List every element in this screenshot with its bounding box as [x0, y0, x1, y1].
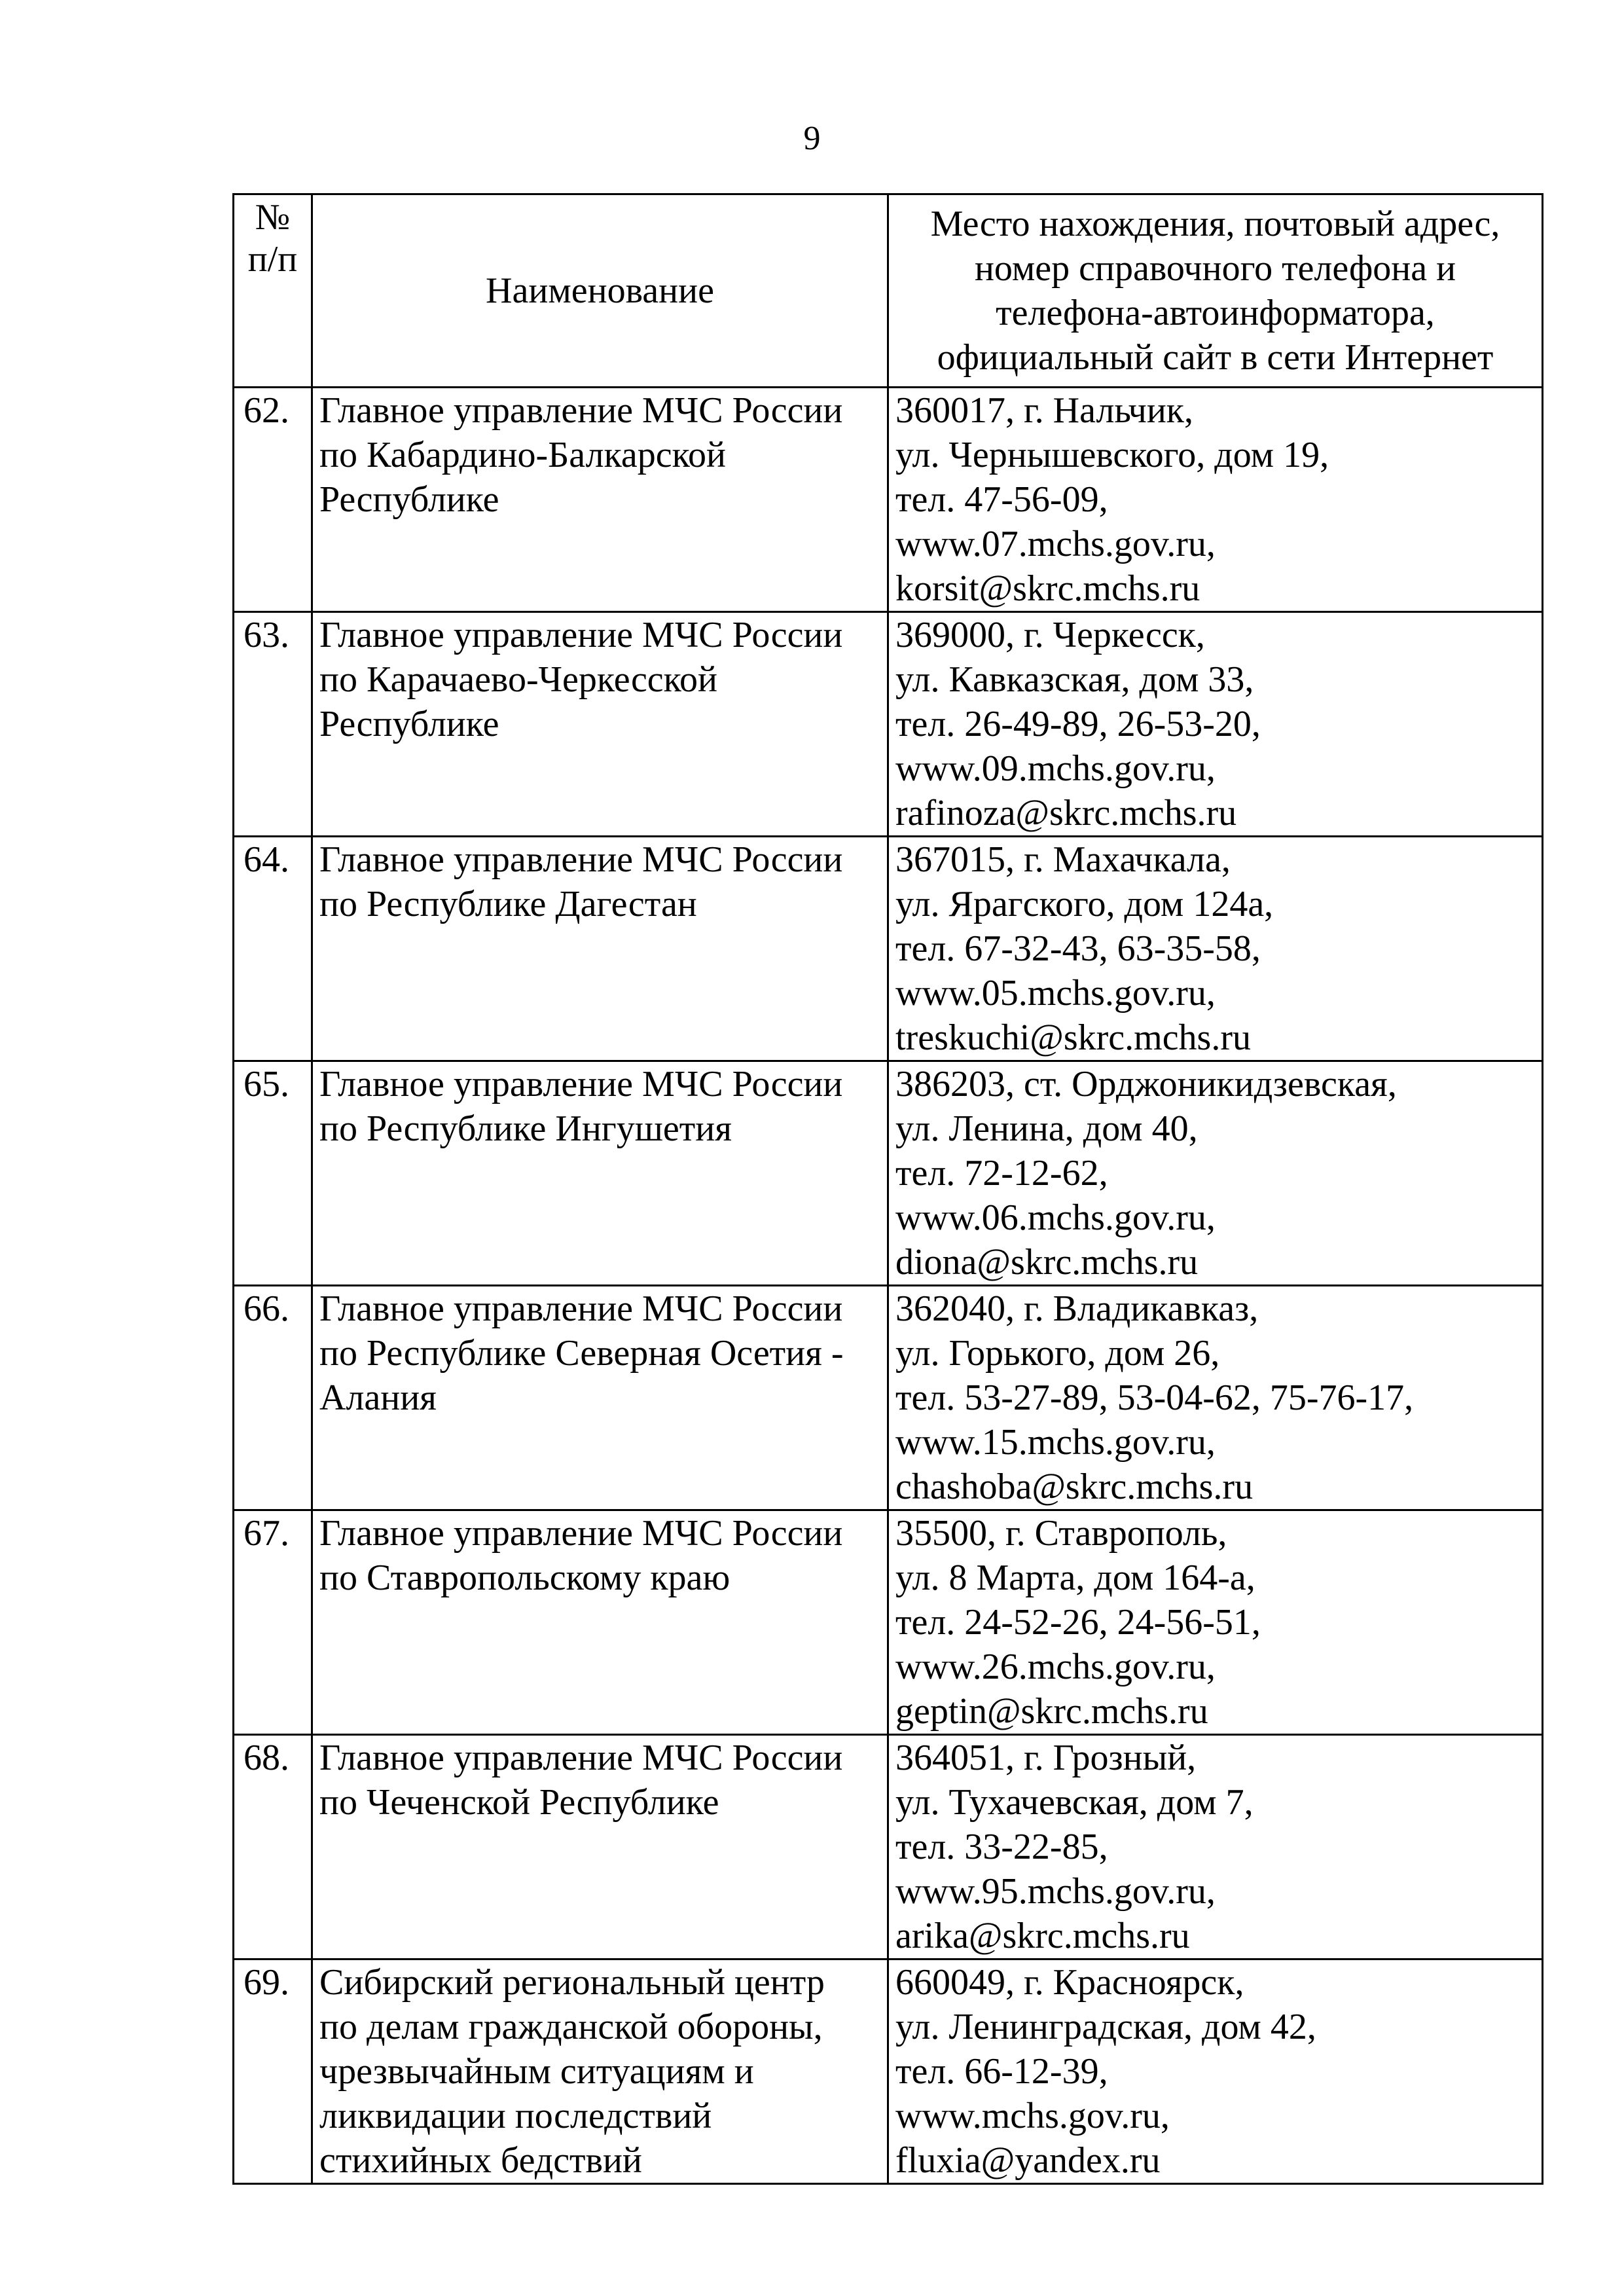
table-body: [234, 388, 1543, 2184]
row-address-line: 35500, г. Ставрополь,: [895, 1513, 1227, 1554]
row-address: [888, 1735, 1543, 1959]
row-address-line: 364051, г. Грозный,: [895, 1738, 1197, 1778]
table-row: [234, 388, 1543, 612]
directory-table: [232, 193, 1543, 2185]
page-number: 9: [803, 120, 821, 157]
row-address-line: тел. 33-22-85,: [895, 1827, 1108, 1867]
row-name-line: Сибирский региональный центр: [319, 1962, 825, 2003]
row-number: 67.: [234, 1510, 312, 1735]
row-address-line: тел. 47-56-09,: [895, 479, 1108, 520]
row-name-line: ликвидации последствий: [319, 2096, 712, 2136]
row-address-line: www.09.mchs.gov.ru,: [895, 748, 1216, 789]
row-address-line: 360017, г. Нальчик,: [895, 390, 1193, 431]
table-row: [234, 612, 1543, 837]
header-address-line: официальный сайт в сети Интернет: [937, 337, 1494, 378]
row-address-line: www.26.mchs.gov.ru,: [895, 1647, 1216, 1687]
row-address-line: 386203, ст. Орджоникидзевская,: [895, 1064, 1397, 1104]
row-address-line: ул. Ленинградская, дом 42,: [895, 2007, 1316, 2047]
row-name-line: стихийных бедствий: [319, 2140, 642, 2181]
row-address-line: тел. 53-27-89, 53-04-62, 75-76-17,: [895, 1377, 1414, 1418]
row-name-line: по Ставропольскому краю: [319, 1558, 731, 1598]
row-address-line: ул. Тухачевская, дом 7,: [895, 1782, 1254, 1823]
row-name-line: чрезвычайным ситуациям и: [319, 2051, 754, 2092]
row-name-line: по Республике Ингушетия: [319, 1108, 732, 1149]
row-name-line: Республике: [319, 479, 499, 520]
header-address-line: Место нахождения, почтовый адрес,: [930, 204, 1500, 244]
header-number: [234, 194, 312, 388]
row-name: [312, 1061, 888, 1286]
row-address-line: www.05.mchs.gov.ru,: [895, 973, 1216, 1013]
row-name-line: Главное управление МЧС России: [319, 390, 843, 431]
header-address: [888, 194, 1543, 388]
row-address: [888, 1510, 1543, 1735]
row-address-line: chashoba@skrc.mchs.ru: [895, 1467, 1254, 1507]
row-address-line: 367015, г. Махачкала,: [895, 839, 1231, 880]
table-row: [234, 1735, 1543, 1959]
row-address-line: ул. Ленина, дом 40,: [895, 1108, 1198, 1149]
row-address-line: 362040, г. Владикавказ,: [895, 1288, 1259, 1329]
row-name: [312, 1959, 888, 2184]
row-address: [888, 1061, 1543, 1286]
row-name: [312, 612, 888, 837]
row-name-line: Главное управление МЧС России: [319, 615, 843, 655]
table-row: [234, 1286, 1543, 1510]
row-name-line: по Чеченской Республике: [319, 1782, 719, 1823]
row-name-line: по Республике Дагестан: [319, 884, 697, 924]
row-address-line: korsit@skrc.mchs.ru: [895, 568, 1200, 609]
row-address-line: ул. Чернышевского, дом 19,: [895, 435, 1329, 475]
row-address: [888, 1286, 1543, 1510]
row-name-line: по Карачаево-Черкесской: [319, 659, 717, 700]
row-address-line: тел. 24-52-26, 24-56-51,: [895, 1602, 1261, 1643]
row-address: [888, 1959, 1543, 2184]
row-address-line: ул. 8 Марта, дом 164-а,: [895, 1558, 1255, 1598]
row-number: 63.: [234, 612, 312, 837]
header-number-line: №: [255, 197, 291, 238]
row-address-line: ул. Ярагского, дом 124а,: [895, 884, 1274, 924]
row-name: [312, 1735, 888, 1959]
row-number: 66.: [234, 1286, 312, 1510]
row-name-line: Главное управление МЧС России: [319, 1738, 843, 1778]
row-address: [888, 837, 1543, 1061]
row-name-line: Главное управление МЧС России: [319, 839, 843, 880]
row-address-line: тел. 72-12-62,: [895, 1153, 1108, 1194]
row-address-line: diona@skrc.mchs.ru: [895, 1242, 1199, 1283]
table-row: [234, 1061, 1543, 1286]
row-address-line: geptin@skrc.mchs.ru: [895, 1691, 1208, 1732]
header-address-line: номер справочного телефона и: [974, 248, 1456, 289]
row-number: 68.: [234, 1735, 312, 1959]
row-address-line: ул. Горького, дом 26,: [895, 1333, 1220, 1374]
row-name: [312, 388, 888, 612]
row-name-line: Главное управление МЧС России: [319, 1513, 843, 1554]
row-address: [888, 612, 1543, 837]
row-number: 62.: [234, 388, 312, 612]
row-address-line: ул. Кавказская, дом 33,: [895, 659, 1254, 700]
row-address: [888, 388, 1543, 612]
row-address-line: rafinoza@skrc.mchs.ru: [895, 793, 1237, 833]
row-name-line: по Кабардино-Балкарской: [319, 435, 726, 475]
row-number: 64.: [234, 837, 312, 1061]
row-address-line: treskuchi@skrc.mchs.ru: [895, 1017, 1251, 1058]
row-address-line: тел. 67-32-43, 63-35-58,: [895, 928, 1261, 969]
header-address-line: телефона-автоинформатора,: [996, 293, 1435, 333]
row-address-line: www.mchs.gov.ru,: [895, 2096, 1170, 2136]
row-name-line: Республике: [319, 704, 499, 744]
row-address-line: www.07.mchs.gov.ru,: [895, 524, 1216, 564]
row-address-line: www.06.mchs.gov.ru,: [895, 1197, 1216, 1238]
table-row: [234, 837, 1543, 1061]
header-name: Наименование: [312, 194, 888, 388]
table-row: [234, 1959, 1543, 2184]
row-address-line: www.95.mchs.gov.ru,: [895, 1871, 1216, 1912]
row-number: 69.: [234, 1959, 312, 2184]
row-name: [312, 1510, 888, 1735]
row-address-line: тел. 66-12-39,: [895, 2051, 1108, 2092]
row-address-line: 369000, г. Черкесск,: [895, 615, 1205, 655]
row-name-line: Главное управление МЧС России: [319, 1288, 843, 1329]
row-name-line: по делам гражданской обороны,: [319, 2007, 823, 2047]
table-row: [234, 1510, 1543, 1735]
row-address-line: fluxia@yandex.ru: [895, 2140, 1161, 2181]
header-number-line: п/п: [247, 239, 298, 280]
row-address-line: тел. 26-49-89, 26-53-20,: [895, 704, 1261, 744]
row-address-line: www.15.mchs.gov.ru,: [895, 1422, 1216, 1463]
row-address-line: arika@skrc.mchs.ru: [895, 1916, 1190, 1956]
row-name-line: по Республике Северная Осетия -: [319, 1333, 844, 1374]
row-name-line: Алания: [319, 1377, 437, 1418]
row-address-line: 660049, г. Красноярск,: [895, 1962, 1244, 2003]
row-number: 65.: [234, 1061, 312, 1286]
table-header-row: [234, 194, 1543, 388]
row-name: [312, 837, 888, 1061]
row-name: [312, 1286, 888, 1510]
row-name-line: Главное управление МЧС России: [319, 1064, 843, 1104]
